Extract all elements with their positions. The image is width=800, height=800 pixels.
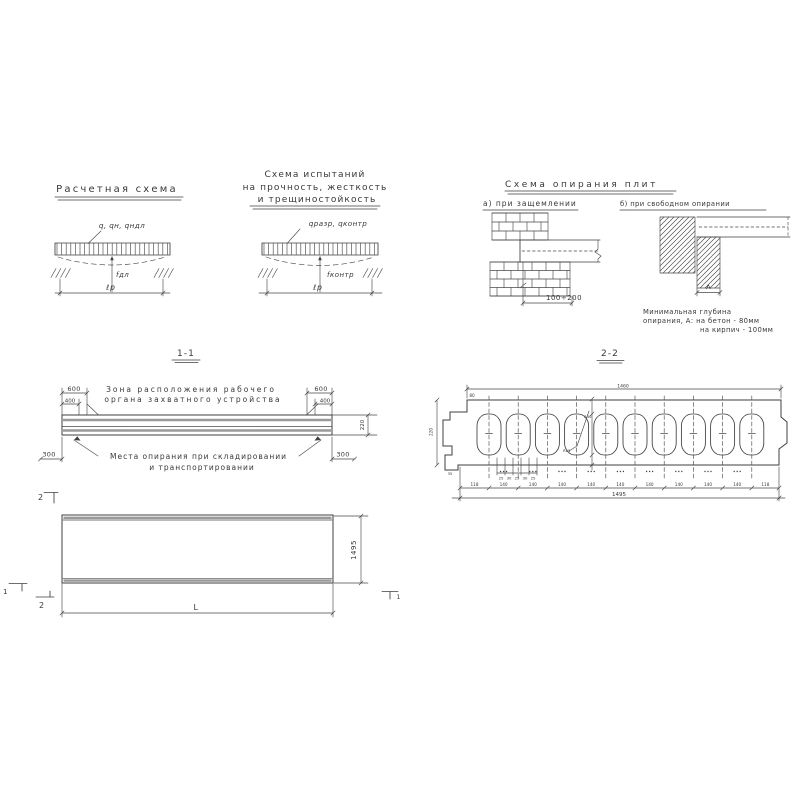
hatch-line bbox=[678, 256, 695, 273]
plan-length-label: L bbox=[193, 603, 199, 612]
plan-outline bbox=[62, 515, 333, 583]
hatch-line bbox=[660, 217, 679, 236]
bay-dim-label: 140 bbox=[645, 481, 654, 487]
dot bbox=[649, 471, 650, 472]
support-hatch bbox=[368, 269, 373, 278]
top-width-label: 1460 bbox=[617, 384, 629, 390]
support-hatch bbox=[168, 269, 173, 278]
zone-slant-lines bbox=[87, 404, 318, 415]
total-width-label: 1495 bbox=[612, 492, 626, 498]
title-underline bbox=[505, 191, 676, 194]
hatch-line bbox=[660, 217, 694, 251]
bearing-title: Схема опирания плит bbox=[505, 180, 658, 190]
bay-dim-label: 118 bbox=[761, 481, 770, 487]
bearing-depth-label: А bbox=[706, 283, 711, 291]
dot bbox=[740, 471, 741, 472]
bay-dim-label: 140 bbox=[733, 481, 742, 487]
note-line-1: Минимальная глубина bbox=[643, 308, 732, 316]
dot bbox=[558, 471, 559, 472]
support-hatch bbox=[65, 269, 70, 278]
radius-top-label: R40 bbox=[584, 414, 592, 419]
support-hatch bbox=[56, 269, 61, 278]
slab-bar-outline bbox=[62, 415, 332, 435]
hatch-line bbox=[697, 243, 720, 266]
section-mark-2-bottom bbox=[36, 591, 54, 597]
support-hatch bbox=[164, 269, 169, 278]
arrow-up bbox=[110, 256, 114, 260]
load-label: q, qн, qндл bbox=[98, 221, 146, 230]
bay-dim-label: 140 bbox=[528, 481, 537, 487]
section-mark-1-left bbox=[9, 584, 27, 592]
embed-dim-label: 100÷200 bbox=[546, 294, 583, 302]
support-hatch bbox=[363, 269, 368, 278]
section-mark-1-right-label: 1 bbox=[396, 594, 401, 601]
test-title-1: Схема испытаний bbox=[264, 170, 366, 180]
height-dim-label: 220 bbox=[360, 419, 366, 431]
span-label: ℓр bbox=[313, 283, 323, 292]
brick-wall-outline bbox=[490, 213, 570, 296]
support-hatch bbox=[263, 269, 268, 278]
title-underline bbox=[597, 361, 624, 364]
bay-dim-label: 140 bbox=[704, 481, 712, 487]
hatch-line bbox=[697, 248, 720, 271]
title-underline bbox=[172, 360, 200, 363]
zone-note-2: органа захватного устройства bbox=[104, 395, 282, 404]
dim-300-right: 300 bbox=[336, 450, 350, 459]
case-a-label: а) при защемлении bbox=[483, 199, 577, 208]
test-title-2: на прочность, жесткость bbox=[242, 183, 388, 193]
break-line bbox=[595, 240, 601, 262]
load-label: qразр, qконтр bbox=[308, 219, 368, 228]
dot bbox=[734, 471, 735, 472]
note-line-3: на кирпич - 100мм bbox=[700, 326, 774, 334]
case-b-detail bbox=[660, 217, 790, 296]
dim-300-left: 300 bbox=[42, 450, 56, 459]
hatch-line bbox=[660, 226, 695, 261]
bearing-note-2: и транспортировании bbox=[149, 463, 255, 472]
deflection-label: fконтр bbox=[327, 271, 355, 279]
hatch-line bbox=[710, 278, 720, 288]
section-2-2-title: 2-2 bbox=[601, 349, 619, 359]
left-height-label: 220 bbox=[428, 428, 434, 436]
slab-dashed bbox=[699, 217, 788, 237]
dot bbox=[506, 471, 507, 472]
hatch-line bbox=[697, 258, 720, 281]
support-hatch bbox=[61, 269, 66, 278]
rebar-spacing-dims bbox=[497, 458, 537, 481]
bearing-scheme bbox=[483, 180, 790, 334]
height-dim bbox=[332, 413, 377, 437]
dot bbox=[737, 471, 738, 472]
hatch-line bbox=[660, 217, 684, 241]
dot bbox=[623, 471, 624, 472]
support-hatch bbox=[373, 269, 378, 278]
bay-dim-label: 118 bbox=[470, 481, 479, 487]
hatch-line bbox=[668, 246, 695, 273]
dot bbox=[707, 471, 708, 472]
hatch-line bbox=[660, 217, 669, 226]
deflection-label: fдл bbox=[116, 271, 130, 279]
dot bbox=[561, 471, 562, 472]
dot bbox=[500, 471, 501, 472]
support-hatch bbox=[272, 269, 277, 278]
dot bbox=[532, 471, 533, 472]
title-underline bbox=[250, 206, 380, 209]
dim-600-left: 600 bbox=[67, 385, 81, 393]
section-2-2 bbox=[429, 349, 788, 501]
concrete-hatch bbox=[660, 217, 720, 288]
leader-line bbox=[88, 231, 101, 244]
plan-edge-bands bbox=[64, 518, 332, 581]
bay-dim-ticks-labels bbox=[458, 482, 781, 490]
hollow-core-voids bbox=[477, 396, 764, 478]
hatch-line bbox=[715, 283, 720, 288]
dim-400-left: 400 bbox=[64, 398, 76, 405]
corner-dim-label: 80 bbox=[469, 393, 475, 398]
hatch-line bbox=[660, 236, 695, 271]
dot bbox=[675, 471, 676, 472]
support-hatch bbox=[154, 269, 159, 278]
dot bbox=[594, 471, 595, 472]
dot bbox=[710, 471, 711, 472]
dot bbox=[646, 471, 647, 472]
cluster-dim-label: 30 bbox=[506, 475, 512, 481]
section-1-1 bbox=[39, 349, 378, 472]
dot bbox=[704, 471, 705, 472]
cluster-dim-label: 25 bbox=[530, 475, 536, 481]
dot bbox=[591, 471, 592, 472]
dot bbox=[564, 471, 565, 472]
hatch-line bbox=[697, 238, 720, 261]
plan-edge-lines bbox=[63, 520, 332, 578]
hatch-line bbox=[683, 261, 695, 273]
support-hatch bbox=[268, 269, 273, 278]
left-height-dim bbox=[435, 398, 439, 467]
bay-dim-label: 140 bbox=[616, 481, 625, 487]
hatch-line bbox=[697, 237, 706, 246]
bay-dim-label: 140 bbox=[587, 481, 596, 487]
arrow-up bbox=[318, 256, 322, 260]
load-strip-hatch bbox=[264, 244, 374, 255]
note-line-2: опирания, А: на бетон - 80мм bbox=[643, 317, 760, 325]
slab-cross-section-outline bbox=[443, 400, 787, 470]
foot-dim-label: 35 bbox=[447, 471, 453, 476]
dim-600-right: 600 bbox=[314, 385, 328, 393]
section-mark-2-bottom-label: 2 bbox=[39, 601, 45, 610]
leader-arrows bbox=[74, 436, 321, 440]
dot bbox=[617, 471, 618, 472]
dim-400-right: 400 bbox=[319, 398, 331, 405]
zone-note-1: Зона расположения рабочего bbox=[106, 385, 276, 394]
plan-width-label: 1495 bbox=[350, 540, 358, 560]
plan-view bbox=[3, 493, 401, 618]
title-underline bbox=[55, 197, 183, 200]
dot bbox=[620, 471, 621, 472]
plan-length-dim bbox=[60, 584, 335, 617]
design-scheme-title: Расчетная схема bbox=[56, 184, 178, 195]
section-1-1-title: 1-1 bbox=[177, 349, 195, 359]
dot bbox=[681, 471, 682, 472]
dot bbox=[535, 471, 536, 472]
hatch-line bbox=[663, 241, 695, 273]
cluster-dim-label: 25 bbox=[498, 475, 504, 481]
hatch-line bbox=[697, 237, 716, 256]
test-scheme bbox=[243, 170, 388, 296]
support-hatch bbox=[258, 269, 263, 278]
cluster-dim-label: 25 bbox=[514, 475, 520, 481]
hatch-line bbox=[660, 217, 664, 221]
slab-bar-bands bbox=[63, 420, 331, 431]
bearing-note-1: Места опирания при складировании bbox=[110, 452, 287, 461]
section-mark-2-top-label: 2 bbox=[38, 493, 44, 502]
section-mark-2-top bbox=[44, 493, 58, 504]
hatch-line bbox=[660, 221, 695, 256]
hatch-line bbox=[660, 231, 695, 266]
dot bbox=[503, 471, 504, 472]
hatch-line bbox=[697, 253, 720, 276]
leader-line bbox=[287, 229, 300, 244]
support-hatch bbox=[377, 269, 382, 278]
design-scheme bbox=[55, 184, 183, 296]
cluster-dim-label: 30 bbox=[522, 475, 528, 481]
case-b-label: б) при свободном опирании bbox=[620, 200, 730, 208]
brick-pattern bbox=[490, 213, 570, 296]
bay-dim-label: 140 bbox=[674, 481, 683, 487]
bay-dim-label: 140 bbox=[499, 481, 508, 487]
case-a-detail bbox=[490, 213, 601, 306]
dot bbox=[678, 471, 679, 472]
span-label: ℓр bbox=[106, 283, 116, 292]
support-hatch bbox=[51, 269, 56, 278]
load-strip-hatch bbox=[57, 244, 167, 255]
dot bbox=[588, 471, 589, 472]
section-mark-1-left-label: 1 bbox=[3, 588, 8, 596]
radius-bottom-label: R25 bbox=[563, 448, 571, 453]
test-title-3: и трещиностойкость bbox=[257, 195, 377, 205]
bay-dim-label: 140 bbox=[558, 481, 566, 487]
dot bbox=[652, 471, 653, 472]
hatch-line bbox=[697, 237, 701, 241]
support-hatch bbox=[159, 269, 164, 278]
